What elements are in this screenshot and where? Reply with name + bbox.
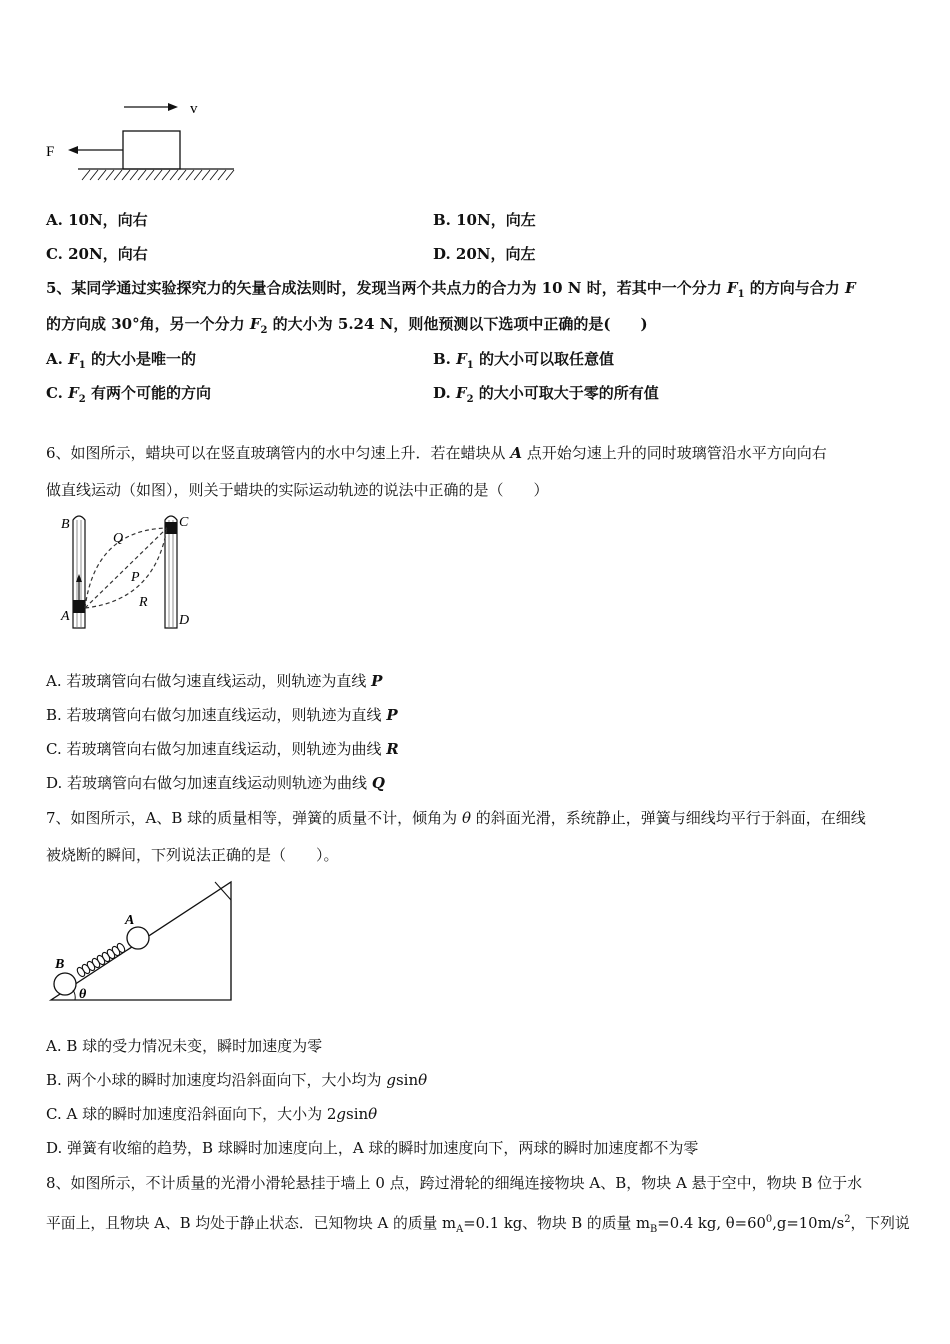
q6-option-d: D. 若玻璃管向右做匀加速直线运动则轨迹为曲线 Q: [46, 774, 385, 792]
q4-option-d: D. 20N，向左: [433, 245, 536, 263]
q4-option-a: A. 10N，向右: [46, 211, 148, 229]
q4-option-b: B. 10N，向左: [433, 211, 536, 229]
velocity-arrow: [124, 103, 178, 111]
trajectory-p: [85, 528, 167, 608]
block-force-diagram: [40, 92, 240, 187]
force-label: F: [46, 144, 55, 160]
label-r: R: [139, 595, 148, 610]
q7-stem-line1: 7、如图所示，A、B 球的质量相等，弹簧的质量不计，倾角为 θ 的斜面光滑，系统静止，弹簧与细线均平行于斜面，在细线: [46, 809, 866, 827]
label-b: B: [61, 517, 70, 532]
ball-a: [127, 927, 149, 949]
q7-option-a: A. B 球的受力情况未变，瞬时加速度为零: [46, 1037, 323, 1055]
q6-option-c: C. 若玻璃管向右做匀加速直线运动，则轨迹为曲线 R: [46, 740, 399, 758]
label-p: P: [131, 570, 140, 585]
q5-stem-line2: 的方向成 30°角，另一个分力 $F_2$ 的大小为 5.24 N，则他预测以下选项中正确的是( ): [46, 315, 648, 336]
q6-stem-line2: 做直线运动（如图），则关于蜡块的实际运动轨迹的说法中正确的是（ ）: [46, 481, 549, 499]
tube-right: [165, 516, 177, 628]
q8-stem-line2: 平面上，且物块 A、B 均处于静止状态．已知物块 A 的质量 $m_A=0.1$ kg、物块 B 的质量 $m_B=0.4$ kg, $\theta=60^0,g=10m/s^2$，下列说: [46, 1214, 910, 1235]
q7-stem-line2: 被烧断的瞬间，下列说法正确的是（ ）。: [46, 846, 339, 864]
ground-hatch: [78, 169, 234, 180]
q7-option-d: D. 弹簧有收缩的趋势，B 球瞬时加速度向上，A 球的瞬时加速度向下，两球的瞬时加速度都不为零: [46, 1139, 699, 1157]
velocity-label: v: [190, 101, 198, 117]
label-a: A: [61, 609, 70, 624]
block: [123, 131, 180, 169]
q6-option-a: A. 若玻璃管向右做匀速直线运动，则轨迹为直线 P: [46, 672, 383, 690]
label-a: A: [125, 913, 135, 928]
angle-arc: [73, 990, 75, 1000]
q8-stem-line1: 8、如图所示，不计质量的光滑小滑轮悬挂于墙上 0 点，跨过滑轮的细绳连接物块 A、B，物块 A 悬于空中，物块 B 位于水: [46, 1174, 863, 1192]
q4-option-c: C. 20N，向右: [46, 245, 148, 263]
q5-option-c: C. $F_2$ 有两个可能的方向: [46, 384, 211, 405]
force-arrow: [68, 146, 123, 154]
glass-tube-diagram: [55, 510, 205, 635]
q7-option-c: C. A 球的瞬时加速度沿斜面向下，大小为 2gsinθ: [46, 1105, 378, 1123]
q5-option-a: A. $F_1$ 的大小是唯一的: [46, 350, 196, 371]
q5-option-d: D. $F_2$ 的大小可取大于零的所有值: [433, 384, 659, 405]
spring: [76, 942, 126, 978]
q6-option-b: B. 若玻璃管向右做匀加速直线运动，则轨迹为直线 P: [46, 706, 398, 724]
incline-spring-diagram: [45, 878, 240, 1006]
q7-option-b: B. 两个小球的瞬时加速度均沿斜面向下，大小均为 gsinθ: [46, 1071, 428, 1089]
trajectories: [85, 528, 167, 608]
label-d: D: [179, 613, 190, 628]
label-b: B: [55, 957, 65, 972]
q5-stem-line1: 5、某同学通过实验探究力的矢量合成法则时，发现当两个共点力的合力为 10 N 时，若其中一个分力 $F_1$ 的方向与合力 F: [46, 279, 856, 300]
tube-left: [73, 516, 85, 628]
label-c: C: [179, 515, 189, 530]
q6-stem-line1: 6、如图所示，蜡块可以在竖直玻璃管内的水中匀速上升．若在蜡块从 A 点开始匀速上升的同时玻璃管沿水平方向向右: [46, 444, 827, 462]
ball-b: [54, 973, 76, 995]
q5-option-b: B. $F_1$ 的大小可以取任意值: [433, 350, 614, 371]
label-q: Q: [113, 531, 124, 546]
label-theta: θ: [79, 987, 87, 1002]
